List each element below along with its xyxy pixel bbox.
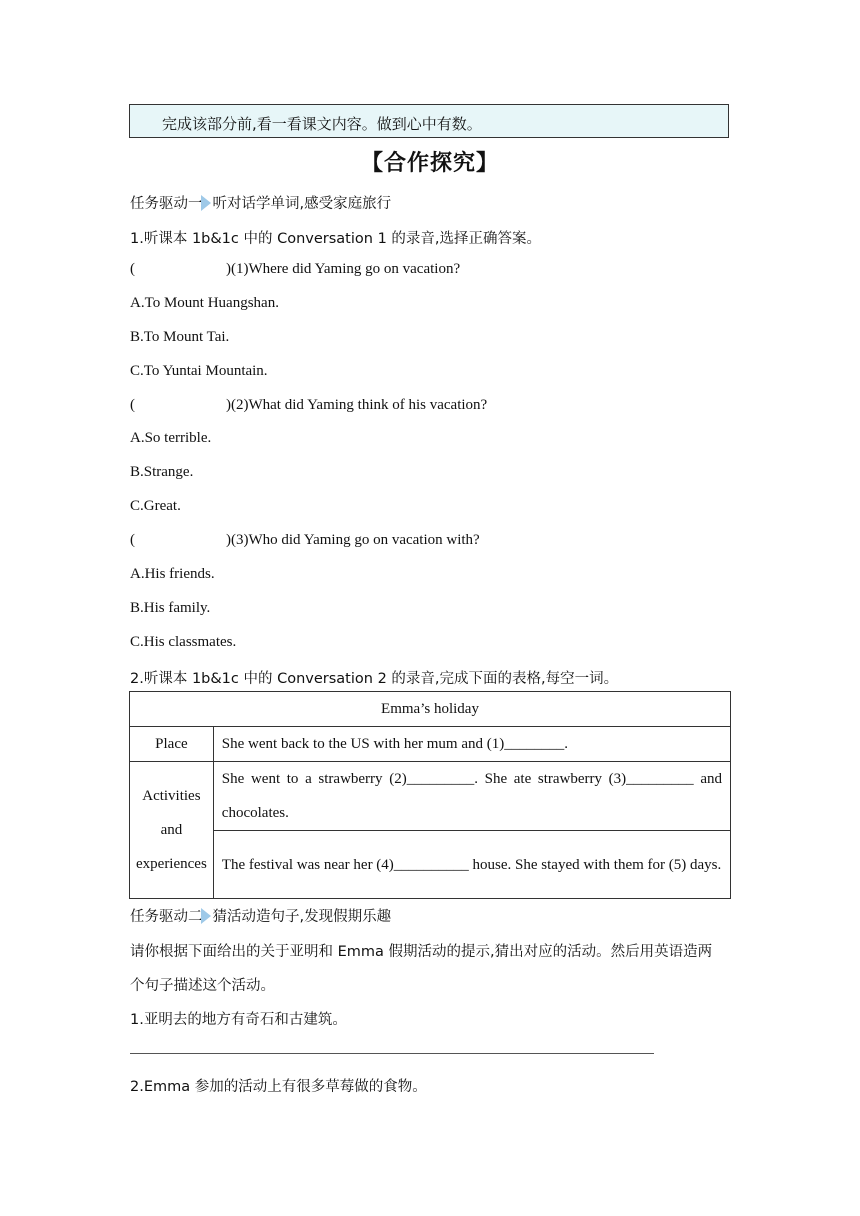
task2-instruction-line1: 请你根据下面给出的关于亚明和 Emma 假期活动的提示,猜出对应的活动。然后用英语造两	[130, 944, 713, 960]
answer-line[interactable]	[130, 1053, 654, 1054]
question-2-stem	[130, 397, 487, 414]
table-row	[130, 831, 731, 899]
option-item: B.To Mount Tai.	[130, 329, 230, 345]
table-row	[130, 762, 731, 831]
answer-bracket[interactable]: (	[130, 261, 135, 277]
place-cell[interactable]: She went back to the US with her mum and (1)________.	[213, 727, 730, 762]
emma-holiday-table	[129, 691, 731, 899]
activities-label-line: Activities	[142, 788, 201, 804]
question-text: )(3)Who did Yaming go on vacation with?	[226, 532, 480, 548]
task2-item-2: 2.Emma 参加的活动上有很多草莓做的食物。	[130, 1079, 427, 1095]
question-1-stem	[130, 261, 460, 278]
table-title: Emma’s holiday	[130, 692, 731, 727]
question-text: )(2)What did Yaming think of his vacation?	[226, 397, 488, 413]
task2-label: 任务驱动二	[130, 909, 203, 925]
table-row	[130, 692, 731, 727]
place-label: Place	[130, 727, 214, 762]
option-item: C.Great.	[130, 498, 181, 514]
option-item: A.So terrible.	[130, 430, 212, 446]
option-item: A.To Mount Huangshan.	[130, 295, 279, 311]
task2-item-1: 1.亚明去的地方有奇石和古建筑。	[130, 1012, 347, 1028]
question-3-stem	[130, 532, 480, 549]
option-item: B.His family.	[130, 600, 211, 616]
activities-label-line: experiences	[136, 856, 207, 872]
question-text: )(1)Where did Yaming go on vacation?	[226, 261, 461, 277]
task2-text: 猜活动造句子,发现假期乐趣	[212, 909, 392, 925]
task2-instruction-line2: 个句子描述这个活动。	[130, 978, 275, 994]
preview-note-box	[129, 104, 729, 138]
activity-cell[interactable]: She went to a strawberry (2)_________. She ate strawberry (3)_________ and chocolates.	[213, 762, 730, 831]
experience-cell[interactable]: The festival was near her (4)__________ house. She stayed with them for (5) days.	[213, 831, 730, 899]
option-item: C.His classmates.	[130, 634, 237, 650]
answer-bracket[interactable]: (	[130, 397, 135, 413]
task2-heading	[130, 905, 391, 926]
option-item: C.To Yuntai Mountain.	[130, 363, 268, 379]
task1-heading	[130, 192, 391, 213]
arrow-icon	[201, 195, 211, 211]
answer-bracket[interactable]: (	[130, 532, 135, 548]
question1-intro: 1.听课本 1b&1c 中的 Conversation 1 的录音,选择正确答案。	[130, 231, 542, 247]
question2-intro: 2.听课本 1b&1c 中的 Conversation 2 的录音,完成下面的表格,每空一词。	[130, 671, 619, 687]
option-item: B.Strange.	[130, 464, 194, 480]
section-title: 【合作探究】	[360, 151, 499, 176]
option-item: A.His friends.	[130, 566, 215, 582]
activities-label	[130, 762, 214, 899]
activities-label-line: and	[160, 822, 183, 838]
task1-label: 任务驱动一	[130, 196, 203, 212]
task1-text: 听对话学单词,感受家庭旅行	[212, 196, 392, 212]
table-row	[130, 727, 731, 762]
arrow-icon	[201, 908, 211, 924]
preview-note-text: 完成该部分前,看一看课文内容。做到心中有数。	[162, 115, 482, 133]
